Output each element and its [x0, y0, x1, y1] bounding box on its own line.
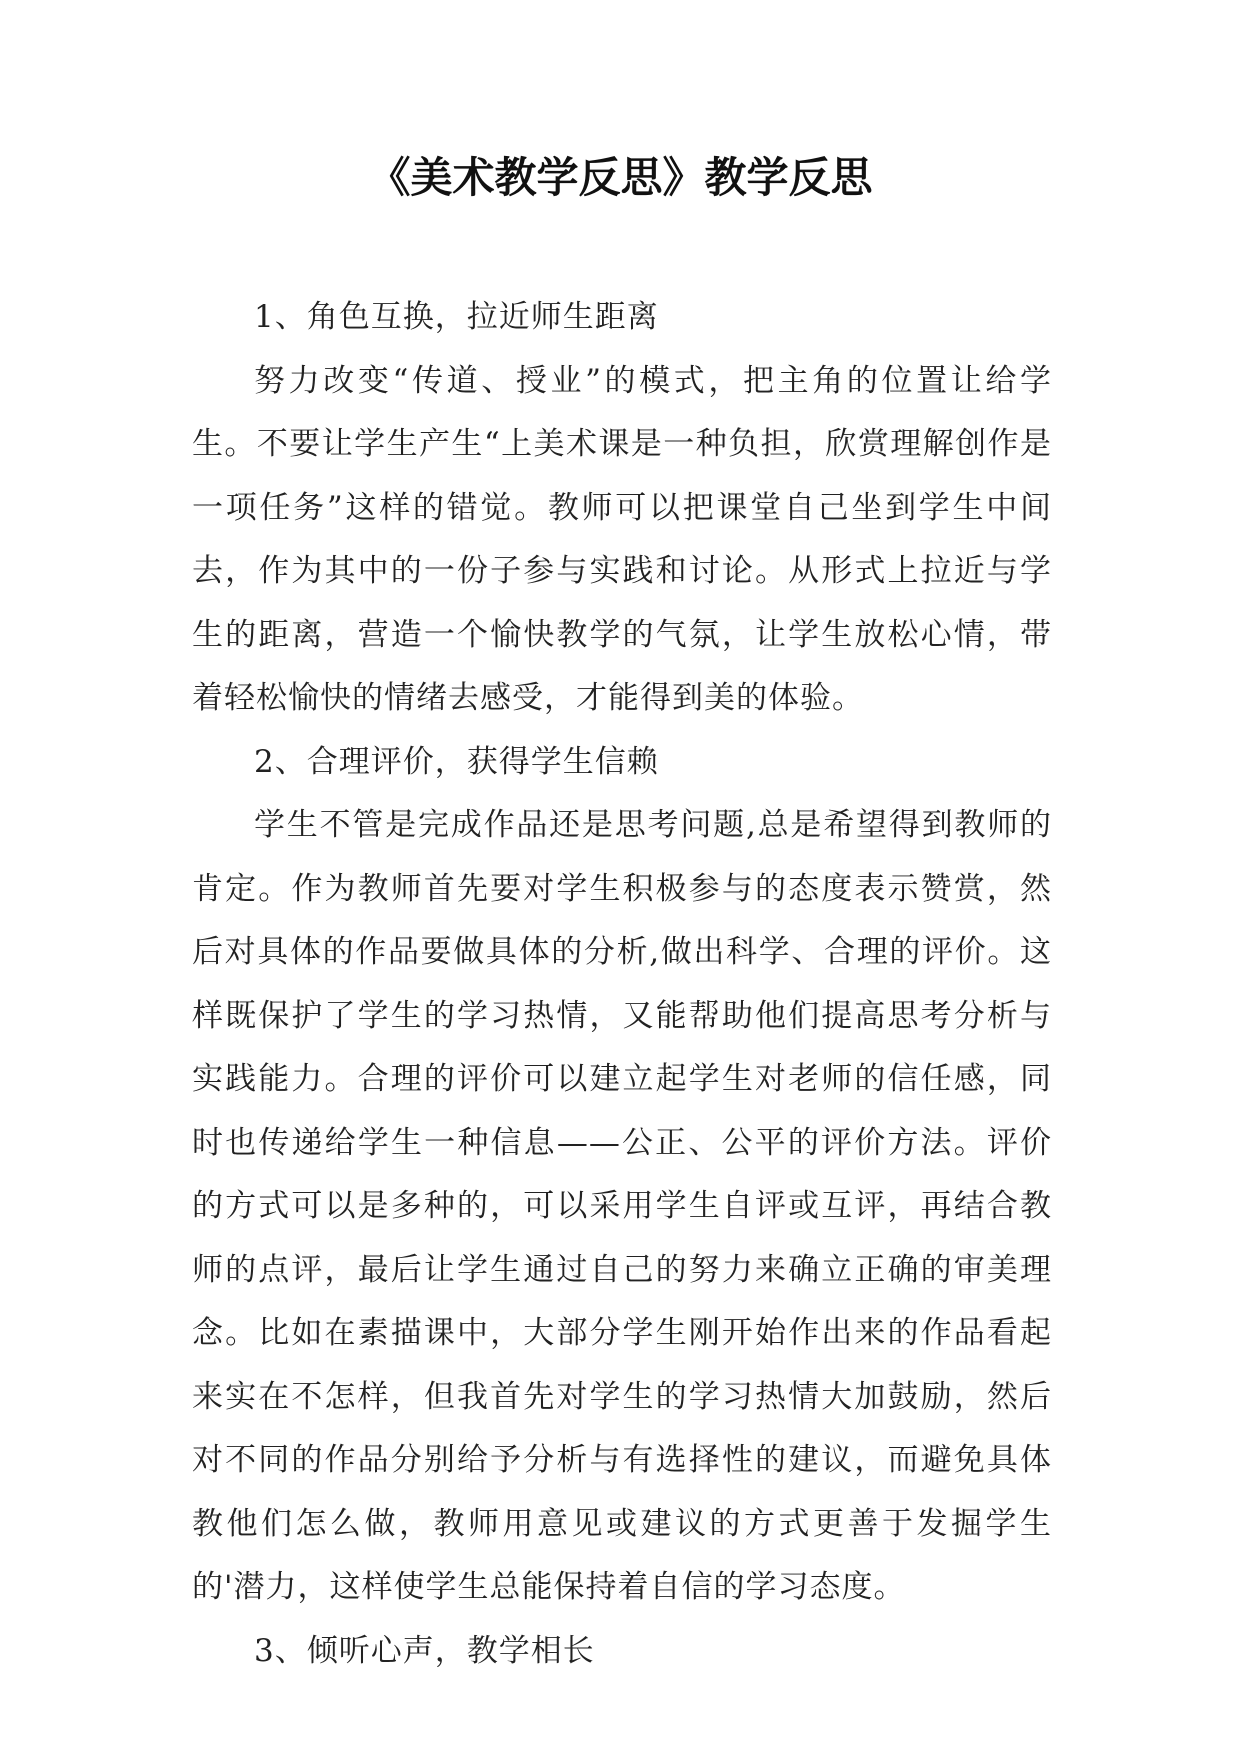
paragraph-2: 学生不管是完成作品还是思考问题,总是希望得到教师的肯定。作为教师首先要对学生积极参与的态度表示赞赏，然后对具体的作品要做具体的分析,做出科学、合理的评价。这样既保护了学生的学习热情，又能帮助他们提高思考分析与实践能力。合理的评价可以建立起学生对老师的信任感，同时也传递给学生一种信息——公正、公平的评价方法。评价的方式可以是多种的，可以采用学生自评或互评，再结合教师的点评，最后让学生通过自己的努力来确立正确的审美理念。比如在素描课中，大部分学生刚开始作出来的作品看起来实在不怎样，但我首先对学生的学习热情大加鼓励，然后对不同的作品分别给予分析与有选择性的建议，而避免具体教他们怎么做，教师用意见或建议的方式更善于发掘学生的'潜力，这样使学生总能保持着自信的学习态度。 [192, 807, 1052, 1605]
section-heading-1: 1、角色互换，拉近师生距离 [254, 299, 659, 335]
document-title: 《美术教学反思》教学反思 [368, 153, 873, 202]
document-body [192, 286, 1052, 1683]
section-heading-2: 2、合理评价，获得学生信赖 [254, 743, 659, 780]
paragraph-1: 努力改变“传道、授业”的模式，把主角的位置让给学生。不要让学生产生“上美术课是一种负担，欣赏理解创作是一项任务”这样的错觉。教师可以把课堂自己坐到学生中间去，作为其中的一份子参与实践和讨论。从形式上拉近与学生的距离，营造一个愉快教学的气氛，让学生放松心情，带着轻松愉快的情绪去感受，才能得到美的体验。 [192, 362, 1052, 716]
section-heading-3: 3、倾听心声，教学相长 [254, 1632, 595, 1669]
